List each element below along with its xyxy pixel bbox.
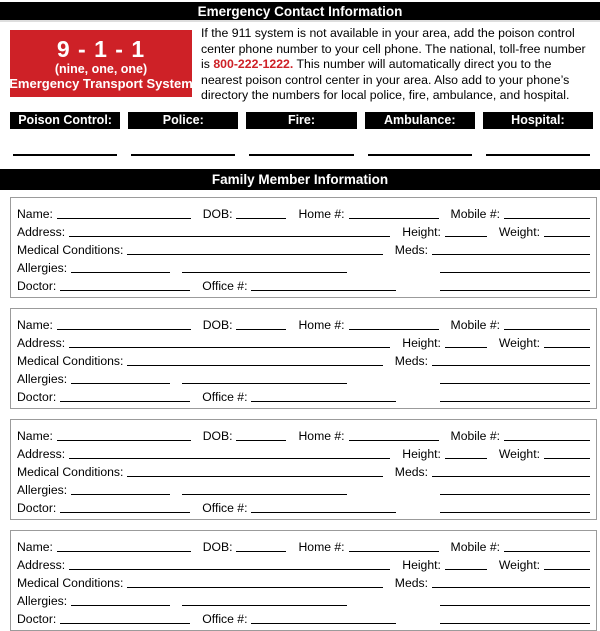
height-fill-line[interactable] bbox=[445, 347, 487, 348]
address-fill-line[interactable] bbox=[69, 236, 390, 237]
doctor-fill-line[interactable] bbox=[60, 401, 190, 402]
emergency-header-bar bbox=[0, 2, 600, 22]
allergies-label: Allergies: bbox=[17, 260, 68, 275]
intro-section bbox=[10, 28, 595, 104]
member-row-name bbox=[17, 314, 590, 332]
meds-fill-line-2[interactable] bbox=[440, 272, 590, 273]
address-label: Address: bbox=[17, 446, 66, 461]
height-fill-line[interactable] bbox=[445, 236, 487, 237]
nine-one-one-subtitle: (nine, one, one) bbox=[54, 61, 148, 76]
home-phone-fill-line[interactable] bbox=[349, 218, 439, 219]
contact-labels-row bbox=[10, 112, 593, 129]
weight-fill-line[interactable] bbox=[544, 458, 590, 459]
meds-label: Meds: bbox=[394, 575, 428, 590]
member-row-address bbox=[17, 332, 590, 350]
office-phone-fill-line[interactable] bbox=[251, 512, 396, 513]
member-row-address bbox=[17, 221, 590, 239]
allergies-fill-line-2[interactable] bbox=[182, 383, 347, 384]
member-row-name bbox=[17, 536, 590, 554]
meds-fill-line-2[interactable] bbox=[440, 494, 590, 495]
nine-one-one-caption: Emergency Transport System bbox=[9, 75, 193, 91]
member-row-allergies bbox=[17, 479, 590, 497]
name-label: Name: bbox=[17, 428, 53, 443]
address-fill-line[interactable] bbox=[69, 347, 390, 348]
member-row-name bbox=[17, 425, 590, 443]
meds-fill-line-3[interactable] bbox=[440, 623, 590, 624]
member-row-medical bbox=[17, 572, 590, 590]
member-row-doctor bbox=[17, 275, 590, 293]
medical-conditions-fill-line[interactable] bbox=[127, 476, 382, 477]
home-phone-fill-line[interactable] bbox=[349, 329, 439, 330]
allergies-fill-line-2[interactable] bbox=[182, 494, 347, 495]
dob-fill-line[interactable] bbox=[236, 440, 286, 441]
family-member-block bbox=[10, 308, 597, 409]
police-fill-line[interactable] bbox=[131, 154, 235, 156]
name-label: Name: bbox=[17, 539, 53, 554]
intro-text-after: This number will automatically direct you to the nearest poison control center in your area. Also add to your phone’s directory the numbers for local police, fire, ambulance, and hospital. bbox=[201, 57, 570, 103]
medical-conditions-fill-line[interactable] bbox=[127, 587, 382, 588]
allergies-label: Allergies: bbox=[17, 371, 68, 386]
allergies-fill-line-2[interactable] bbox=[182, 272, 347, 273]
medical-conditions-label: Medical Conditions: bbox=[17, 464, 124, 479]
address-label: Address: bbox=[17, 224, 66, 239]
family-member-block bbox=[10, 197, 597, 298]
home-phone-label: Home #: bbox=[298, 206, 345, 221]
contact-label-fire: Fire: bbox=[246, 112, 356, 129]
nine-one-one-box bbox=[10, 30, 192, 97]
weight-fill-line[interactable] bbox=[544, 347, 590, 348]
contact-lines-row bbox=[10, 154, 593, 156]
meds-fill-line[interactable] bbox=[432, 476, 590, 477]
address-label: Address: bbox=[17, 557, 66, 572]
poison-control-fill-line[interactable] bbox=[13, 154, 117, 156]
name-label: Name: bbox=[17, 206, 53, 221]
allergies-fill-line[interactable] bbox=[71, 272, 170, 273]
doctor-fill-line[interactable] bbox=[60, 290, 190, 291]
weight-fill-line[interactable] bbox=[544, 569, 590, 570]
nine-one-one-number: 9 - 1 - 1 bbox=[56, 35, 146, 62]
member-row-address bbox=[17, 554, 590, 572]
weight-label: Weight: bbox=[498, 224, 540, 239]
dob-label: DOB: bbox=[202, 428, 233, 443]
allergies-fill-line-2[interactable] bbox=[182, 605, 347, 606]
intro-text-before: If the 911 system is not available in your area, add the poison control center phone number to your cell phone. The national, toll-free number is bbox=[201, 26, 586, 72]
contact-label-ambulance: Ambulance: bbox=[365, 112, 475, 129]
doctor-label: Doctor: bbox=[17, 500, 57, 515]
intro-paragraph bbox=[201, 26, 595, 104]
allergies-fill-line[interactable] bbox=[71, 383, 170, 384]
meds-fill-line-3[interactable] bbox=[440, 401, 590, 402]
height-label: Height: bbox=[402, 224, 441, 239]
height-fill-line[interactable] bbox=[445, 569, 487, 570]
dob-fill-line[interactable] bbox=[236, 551, 286, 552]
allergies-fill-line[interactable] bbox=[71, 494, 170, 495]
contact-label-hospital: Hospital: bbox=[483, 112, 593, 129]
office-phone-label: Office #: bbox=[202, 389, 248, 404]
height-label: Height: bbox=[402, 446, 441, 461]
mobile-phone-label: Mobile #: bbox=[450, 539, 500, 554]
medical-conditions-label: Medical Conditions: bbox=[17, 353, 124, 368]
home-phone-label: Home #: bbox=[298, 317, 345, 332]
doctor-fill-line[interactable] bbox=[60, 512, 190, 513]
home-phone-fill-line[interactable] bbox=[349, 551, 439, 552]
name-label: Name: bbox=[17, 317, 53, 332]
meds-label: Meds: bbox=[394, 242, 428, 257]
dob-fill-line[interactable] bbox=[236, 329, 286, 330]
allergies-fill-line[interactable] bbox=[71, 605, 170, 606]
weight-fill-line[interactable] bbox=[544, 236, 590, 237]
name-fill-line[interactable] bbox=[57, 329, 191, 330]
family-member-block bbox=[10, 530, 597, 631]
member-row-doctor bbox=[17, 497, 590, 515]
mobile-phone-label: Mobile #: bbox=[450, 428, 500, 443]
hospital-fill-line[interactable] bbox=[486, 154, 590, 156]
dob-label: DOB: bbox=[202, 317, 233, 332]
weight-label: Weight: bbox=[498, 335, 540, 350]
mobile-phone-label: Mobile #: bbox=[450, 317, 500, 332]
member-row-medical bbox=[17, 461, 590, 479]
weight-label: Weight: bbox=[498, 557, 540, 572]
member-row-medical bbox=[17, 350, 590, 368]
name-fill-line[interactable] bbox=[57, 551, 191, 552]
meds-label: Meds: bbox=[394, 464, 428, 479]
meds-fill-line-3[interactable] bbox=[440, 290, 590, 291]
member-row-medical bbox=[17, 239, 590, 257]
fire-fill-line[interactable] bbox=[249, 154, 353, 156]
home-phone-fill-line[interactable] bbox=[349, 440, 439, 441]
member-row-allergies bbox=[17, 590, 590, 608]
doctor-label: Doctor: bbox=[17, 389, 57, 404]
dob-label: DOB: bbox=[202, 539, 233, 554]
meds-fill-line-2[interactable] bbox=[440, 383, 590, 384]
mobile-phone-label: Mobile #: bbox=[450, 206, 500, 221]
home-phone-label: Home #: bbox=[298, 539, 345, 554]
member-row-name bbox=[17, 203, 590, 221]
family-member-block bbox=[10, 419, 597, 520]
poison-control-phone-number: 800-222-1222. bbox=[213, 57, 294, 72]
family-header-bar bbox=[0, 169, 600, 190]
address-label: Address: bbox=[17, 335, 66, 350]
doctor-label: Doctor: bbox=[17, 611, 57, 626]
member-row-allergies bbox=[17, 368, 590, 386]
meds-fill-line[interactable] bbox=[432, 587, 590, 588]
home-phone-label: Home #: bbox=[298, 428, 345, 443]
medical-conditions-label: Medical Conditions: bbox=[17, 242, 124, 257]
medical-conditions-fill-line[interactable] bbox=[127, 365, 382, 366]
height-label: Height: bbox=[402, 557, 441, 572]
member-row-doctor bbox=[17, 386, 590, 404]
medical-conditions-fill-line[interactable] bbox=[127, 254, 382, 255]
meds-fill-line-3[interactable] bbox=[440, 512, 590, 513]
meds-fill-line[interactable] bbox=[432, 365, 590, 366]
name-fill-line[interactable] bbox=[57, 440, 191, 441]
mobile-phone-fill-line[interactable] bbox=[504, 551, 590, 552]
dob-fill-line[interactable] bbox=[236, 218, 286, 219]
member-row-allergies bbox=[17, 257, 590, 275]
mobile-phone-fill-line[interactable] bbox=[504, 440, 590, 441]
ambulance-fill-line[interactable] bbox=[368, 154, 472, 156]
member-row-address bbox=[17, 443, 590, 461]
doctor-fill-line[interactable] bbox=[60, 623, 190, 624]
office-phone-fill-line[interactable] bbox=[251, 290, 396, 291]
address-fill-line[interactable] bbox=[69, 569, 390, 570]
page bbox=[0, 2, 600, 625]
office-phone-fill-line[interactable] bbox=[251, 623, 396, 624]
address-fill-line[interactable] bbox=[69, 458, 390, 459]
family-members bbox=[0, 197, 600, 631]
mobile-phone-fill-line[interactable] bbox=[504, 218, 590, 219]
medical-conditions-label: Medical Conditions: bbox=[17, 575, 124, 590]
height-label: Height: bbox=[402, 335, 441, 350]
dob-label: DOB: bbox=[202, 206, 233, 221]
office-phone-fill-line[interactable] bbox=[251, 401, 396, 402]
allergies-label: Allergies: bbox=[17, 482, 68, 497]
mobile-phone-fill-line[interactable] bbox=[504, 329, 590, 330]
member-row-doctor bbox=[17, 608, 590, 626]
meds-label: Meds: bbox=[394, 353, 428, 368]
allergies-label: Allergies: bbox=[17, 593, 68, 608]
family-header-title: Family Member Information bbox=[211, 171, 389, 187]
doctor-label: Doctor: bbox=[17, 278, 57, 293]
office-phone-label: Office #: bbox=[202, 278, 248, 293]
meds-fill-line-2[interactable] bbox=[440, 605, 590, 606]
emergency-header-title: Emergency Contact Information bbox=[197, 4, 403, 19]
weight-label: Weight: bbox=[498, 446, 540, 461]
office-phone-label: Office #: bbox=[202, 611, 248, 626]
name-fill-line[interactable] bbox=[57, 218, 191, 219]
meds-fill-line[interactable] bbox=[432, 254, 590, 255]
contact-label-poison-control: Poison Control: bbox=[10, 112, 120, 129]
height-fill-line[interactable] bbox=[445, 458, 487, 459]
contact-label-police: Police: bbox=[128, 112, 238, 129]
office-phone-label: Office #: bbox=[202, 500, 248, 515]
